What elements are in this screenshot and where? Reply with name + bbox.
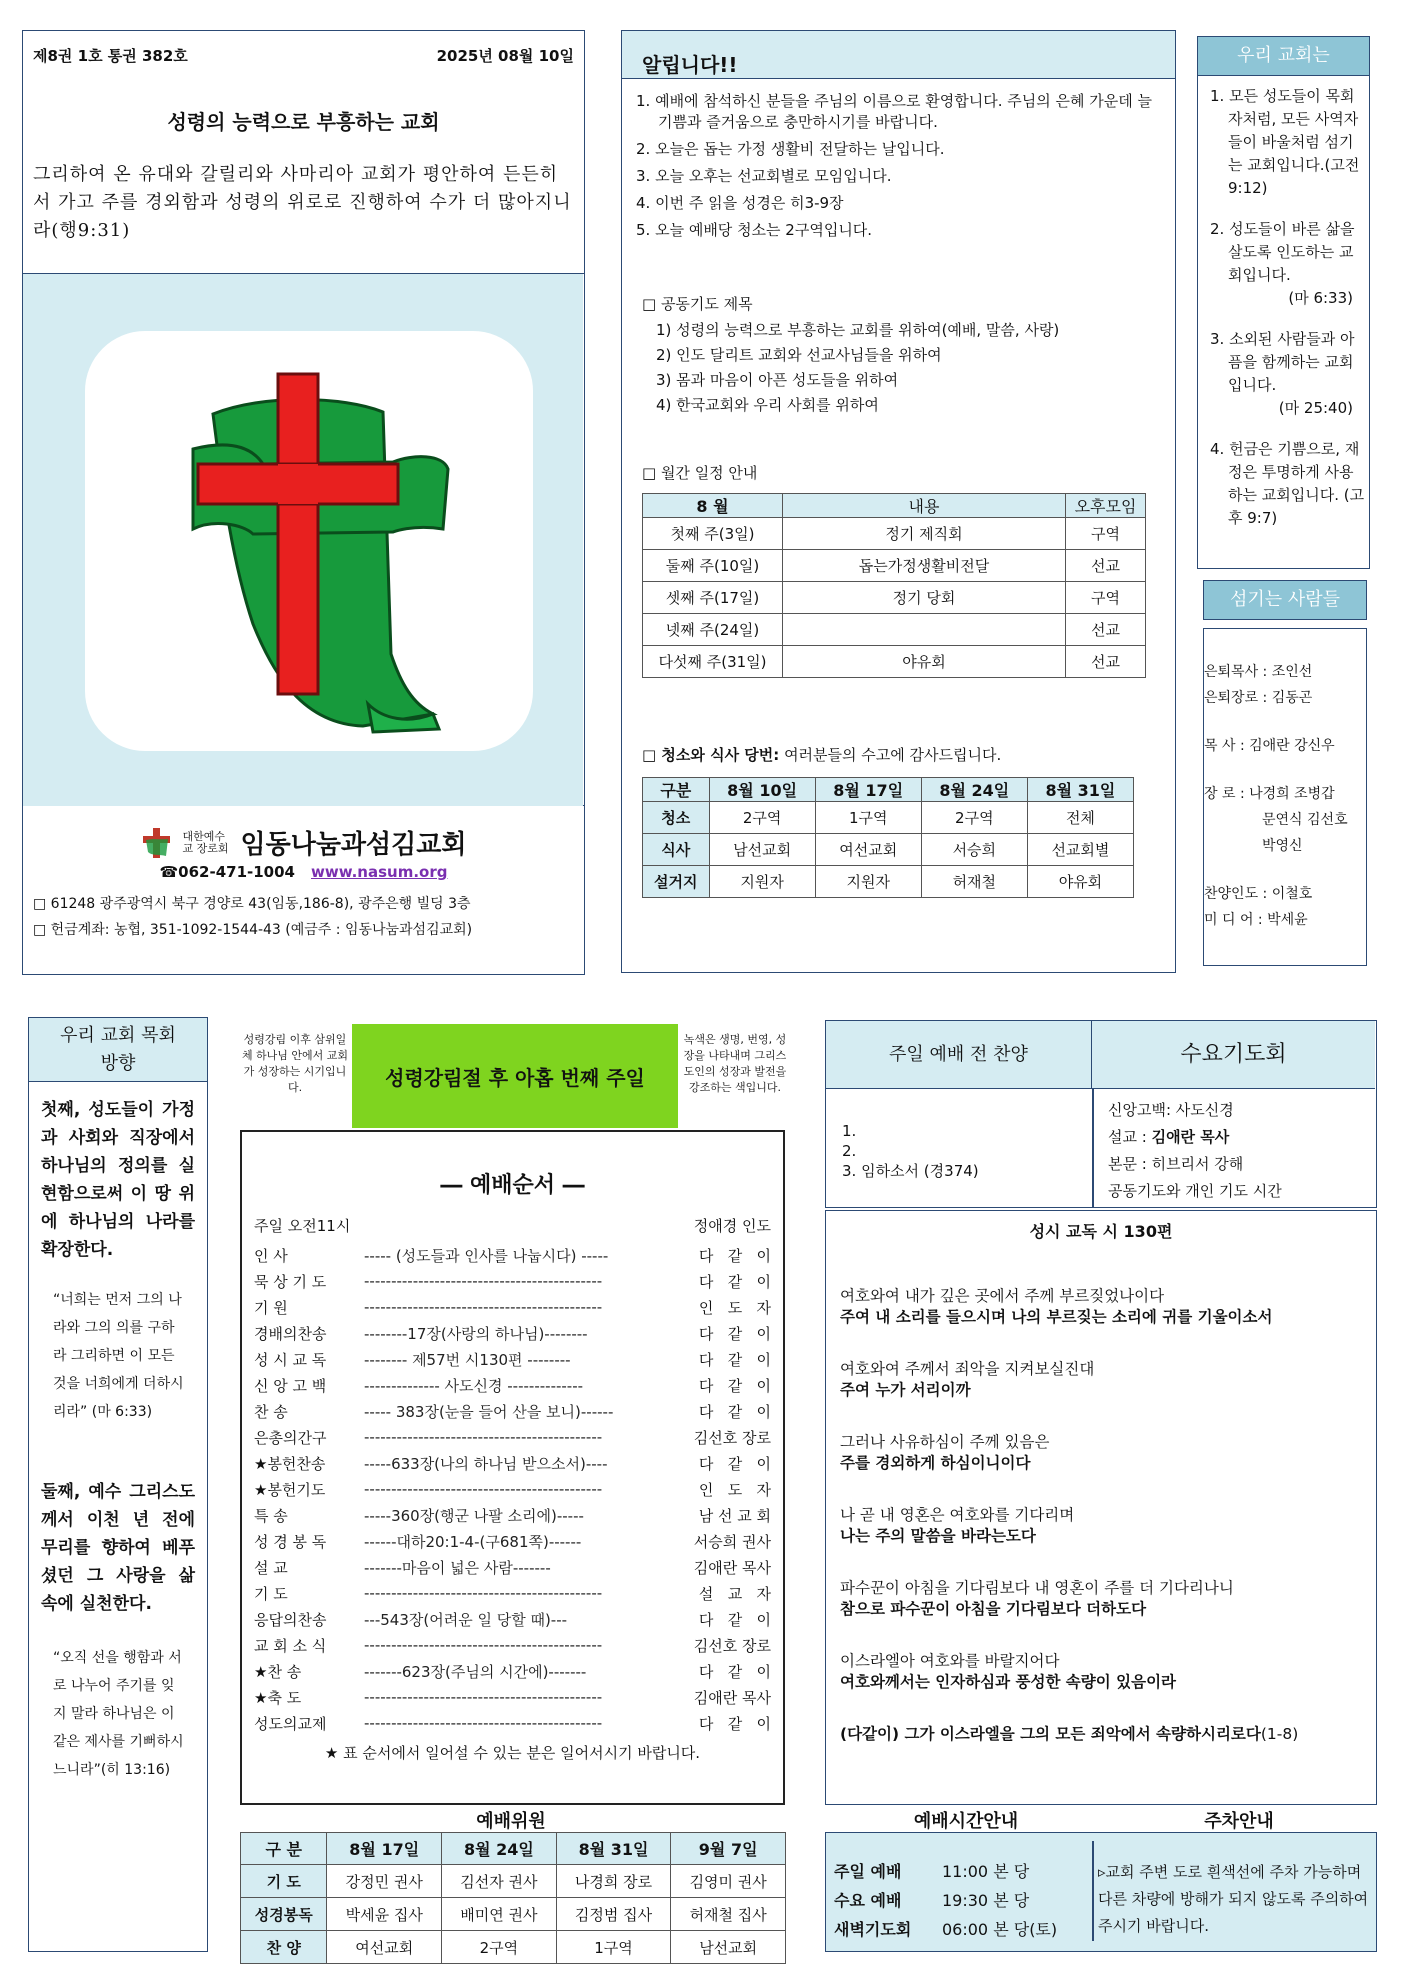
table-cell: 야유회 [783, 646, 1066, 678]
liturgy-row [254, 1450, 771, 1476]
wednesday-item [1108, 1151, 1282, 1178]
liturgy-item-name: 기 도 [254, 1584, 288, 1603]
table-cell: 정기 제직회 [783, 518, 1066, 550]
table-header-row [643, 494, 1146, 518]
liturgy-item-name: 기 원 [254, 1298, 288, 1317]
our-church-item-text: 1. 모든 성도들이 목회자처럼, 모든 사역자들이 바울처럼 섬기는 교회입니다.(고전 9:12) [1210, 87, 1360, 197]
parking-text: ▹교회 주변 도로 흰색선에 주차 가능하며 다른 차량에 방해가 되지 않도록 주의하여 주시기 바랍니다. [1098, 1863, 1369, 1935]
schedule-title: □ 월간 일정 안내 [642, 464, 758, 482]
liturgy-item-detail: -------------------------------------------- [364, 1714, 603, 1732]
liturgy-item-person: 김선호 장로 [693, 1428, 771, 1447]
volume-info: 제8권 1호 통권 382호 [33, 47, 188, 65]
leader-line: 나 곧 내 영혼은 여호와를 기다리며 [840, 1506, 1075, 1524]
notice-panel [621, 30, 1176, 973]
responsive-pair [840, 1286, 1362, 1328]
our-church-item [1198, 438, 1365, 530]
phone-number: ☎062-471-1004 [159, 863, 295, 881]
table-row [643, 582, 1146, 614]
our-church-list [1198, 85, 1369, 530]
liturgy-row [254, 1268, 771, 1294]
liturgy-item-detail: -------마음이 넓은 사람------- [364, 1558, 551, 1577]
wednesday-label: 본문 : [1108, 1155, 1152, 1173]
table-header: 8월 17일 [815, 778, 921, 802]
liturgy-item-name: 성 시 교 독 [254, 1350, 327, 1369]
table-header: 8월 31일 [556, 1833, 671, 1865]
table-cell: 셋째 주(17일) [643, 582, 783, 614]
table-header: 8 월 [643, 494, 783, 518]
time-row [834, 1915, 1057, 1944]
leader-line: 여호와여 내가 깊은 곳에서 주께 부르짖었나이다 [840, 1287, 1165, 1305]
wednesday-value: 히브리서 강해 [1151, 1155, 1244, 1173]
table-header-row [643, 778, 1134, 802]
liturgy-row [254, 1294, 771, 1320]
liturgy-item-person: 김애란 목사 [693, 1558, 771, 1577]
bulletin-date: 2025년 08월 10일 [436, 47, 574, 65]
table-cell: 나경희 장로 [556, 1865, 671, 1898]
congregation-line: 나는 주의 말씀을 바라는도다 [840, 1527, 1036, 1545]
table-cell: 허재철 집사 [671, 1898, 786, 1931]
table-cell: 정기 당회 [783, 582, 1066, 614]
leader-line: 그러나 사유하심이 주께 있음은 [840, 1433, 1050, 1451]
table-header: 오후모임 [1066, 494, 1146, 518]
liturgy-row [254, 1476, 771, 1502]
responsive-pair [840, 1651, 1362, 1693]
table-cell: 구역 [1066, 582, 1146, 614]
wednesday-item [1108, 1124, 1282, 1151]
pre-hymn-item: 2. [842, 1142, 857, 1160]
liturgy-row [254, 1372, 771, 1398]
servers-title: 섬기는 사람들 [1203, 580, 1367, 620]
leader-line: 여호와여 주께서 죄악을 지켜보실진대 [840, 1360, 1095, 1378]
table-header: 8월 31일 [1027, 778, 1133, 802]
table-row [643, 834, 1134, 866]
our-church-item-text: 2. 성도들이 바른 삶을 살도록 인도하는 교회입니다. [1210, 220, 1355, 284]
elders: 문연식 김선호 [1262, 812, 1348, 828]
table-cell: 남선교회 [709, 834, 815, 866]
mission-panel [28, 1017, 208, 1952]
cover-footer [23, 806, 584, 939]
liturgy-row [254, 1554, 771, 1580]
liturgy-item-detail: ----- 383장(눈을 들어 산을 보니)------ [364, 1402, 614, 1421]
table-cell: 선교회별 [1027, 834, 1133, 866]
pre-hymn-item: 3. 임하소서 (경374) [842, 1162, 979, 1180]
liturgy-item-name: 인 사 [254, 1246, 288, 1265]
table-header: 8월 17일 [327, 1833, 442, 1865]
table-cell: 2구역 [921, 802, 1027, 834]
table-row [643, 518, 1146, 550]
prayer-item: 3) 몸과 마음이 아픈 성도들을 위하여 [656, 371, 899, 389]
liturgy-item-name: ★봉헌찬송 [254, 1454, 326, 1473]
congregation-line: 주여 내 소리를 들으시며 나의 부르짖는 소리에 귀를 기울이소서 [840, 1308, 1273, 1326]
congregation-line: 주여 누가 서리이까 [840, 1381, 971, 1399]
liturgy-item-name: 묵 상 기 도 [254, 1272, 327, 1291]
liturgy-item-name: 성도의교제 [254, 1714, 327, 1733]
responsive-last-text: (다같이) 그가 이스라엘을 그의 모든 죄악에서 속량하시리로다 [840, 1725, 1261, 1743]
liturgy-item-name: 응답의찬송 [254, 1610, 327, 1629]
liturgy-item-person: 다 같 이 [698, 1402, 771, 1421]
elders: 박영신 [1262, 838, 1303, 854]
liturgy-row [254, 1502, 771, 1528]
our-church-item-text: 4. 헌금은 기쁨으로, 재정은 투명하게 사용하는 교회입니다. (고후 9:7) [1210, 440, 1365, 527]
wednesday-item [1108, 1178, 1282, 1205]
parking-title: 주차안내 [1184, 1807, 1294, 1835]
liturgy-item-detail: -------- 제57번 시130편 -------- [364, 1350, 571, 1369]
table-row [241, 1865, 786, 1898]
year-theme: 성령의 능력으로 부흥하는 교회 [167, 110, 440, 134]
table-row [643, 866, 1134, 898]
liturgy-item-person: 다 같 이 [698, 1272, 771, 1291]
liturgy-item-person: 다 같 이 [698, 1246, 771, 1265]
liturgy-item-detail: -------------------------------------------- [364, 1272, 603, 1290]
liturgy-row [254, 1424, 771, 1450]
our-church-panel [1197, 64, 1370, 569]
liturgy-item-detail: -------------------------------------------- [364, 1298, 603, 1316]
liturgy-panel [240, 1130, 785, 1805]
table-row [241, 1931, 786, 1964]
liturgy-row [254, 1658, 771, 1684]
notice-item: 4. 이번 주 읽을 성경은 히3-9장 [636, 194, 844, 212]
table-cell: 야유회 [1027, 866, 1133, 898]
mission-second: 둘째, 예수 그리스도께서 이천 년 전에 무리를 향하여 베푸셨던 그 사랑을 삶 속에 실천한다. [41, 1482, 195, 1614]
table-cell: 김영미 권사 [671, 1865, 786, 1898]
responsive-last [840, 1724, 1362, 1745]
liturgy-item-detail: -------------------------------------------- [364, 1636, 603, 1654]
media-team: 미 디 어 : 박세윤 [1204, 912, 1308, 928]
table-cell: 지원자 [815, 866, 921, 898]
cover-panel [22, 30, 585, 975]
notice-item: 1. 예배에 참석하신 분들을 주님의 이름으로 환영합니다. 주님의 은혜 가운데 늘 기쁨과 즐거움으로 충만하시기를 바랍니다. [636, 92, 1152, 131]
wednesday-item [1108, 1097, 1282, 1124]
table-cell: 설거지 [643, 866, 710, 898]
church-logo-icon [140, 826, 174, 860]
responsive-title: 성시 교독 시 130편 [1029, 1222, 1173, 1241]
table-cell: 2구역 [709, 802, 815, 834]
our-church-title: 우리 교회는 [1197, 36, 1370, 76]
liturgy-item-detail: ----- (성도들과 인사를 나눕시다) ----- [364, 1246, 609, 1265]
website-link[interactable]: www.nasum.org [311, 863, 448, 881]
retired-elder: 은퇴장로 : 김동곤 [1204, 690, 1313, 706]
table-header: 8월 24일 [921, 778, 1027, 802]
table-cell: 2구역 [442, 1931, 557, 1964]
table-header: 9월 7일 [671, 1833, 786, 1865]
table-row [643, 550, 1146, 582]
liturgy-row [254, 1346, 771, 1372]
liturgy-item-detail: -------------------------------------------- [364, 1584, 603, 1602]
wednesday-value: 사도신경 [1175, 1101, 1234, 1119]
liturgy-item-person: 김선호 장로 [693, 1636, 771, 1655]
table-cell: 둘째 주(10일) [643, 550, 783, 582]
table-cell [783, 614, 1066, 646]
table-cell: 허재철 [921, 866, 1027, 898]
table-cell: 첫째 주(3일) [643, 518, 783, 550]
table-header: 구분 [643, 778, 710, 802]
time-label: 수요 예배 [834, 1891, 902, 1910]
offering-account: □ 헌금계좌: 농협, 351-1092-1544-43 (예금주 : 임동나눔과섬김교회) [33, 922, 473, 938]
liturgy-item-person: 인 도 자 [698, 1480, 771, 1499]
table-cell: 김선자 권사 [442, 1865, 557, 1898]
liturgy-row [254, 1528, 771, 1554]
wednesday-value: 김애란 목사 [1151, 1128, 1230, 1146]
liturgy-item-person: 다 같 이 [698, 1454, 771, 1473]
time-row [834, 1886, 1057, 1915]
table-cell: 지원자 [709, 866, 815, 898]
table-row [643, 646, 1146, 678]
denomination-label: 대한예수교 장로회 [182, 829, 229, 855]
table-cell: 배미연 권사 [442, 1898, 557, 1931]
monthly-schedule-table [642, 493, 1146, 678]
wednesday-list [1108, 1097, 1282, 1205]
table-cell: 김정범 집사 [556, 1898, 671, 1931]
cover-header [23, 31, 584, 274]
time-row [834, 1857, 1057, 1886]
committee-table [240, 1832, 786, 1964]
table-cell: 돕는가정생활비전달 [783, 550, 1066, 582]
liturgy-item-detail: -----633장(나의 하나님 받으소서)---- [364, 1454, 608, 1473]
liturgy-row [254, 1632, 771, 1658]
liturgy-item-detail: -----360장(행군 나팔 소리에)----- [364, 1506, 584, 1525]
liturgy-meta [254, 1215, 771, 1236]
responsive-pair [840, 1578, 1362, 1620]
table-cell: 기 도 [241, 1865, 327, 1898]
hymn-wednesday-panel [825, 1020, 1377, 1208]
pre-hymn-item: 1. [842, 1122, 857, 1140]
wednesday-label: 설교 : [1108, 1128, 1152, 1146]
pre-hymn-list [842, 1121, 979, 1181]
our-church-item-ref: (마 6:33) [1288, 289, 1353, 307]
liturgy-item-detail: -------------- 사도신경 -------------- [364, 1376, 584, 1395]
liturgy-row [254, 1580, 771, 1606]
wednesday-title: 수요기도회 [1092, 1021, 1375, 1089]
liturgy-row [254, 1398, 771, 1424]
time-label: 주일 예배 [834, 1862, 902, 1881]
time-value: 19:30 본 당 [942, 1891, 1030, 1910]
liturgy-item-name: 특 송 [254, 1506, 288, 1525]
leader-line: 파수꾼이 아침을 기다림보다 내 영혼이 주를 더 기다리나니 [840, 1579, 1234, 1597]
mission-second-verse: “오직 선을 행함과 서로 나누어 주기를 잊지 말라 하나님은 이 같은 제사를 기뻐하시느니라”(히 13:16) [53, 1650, 184, 1778]
liturgy-item-name: ★찬 송 [254, 1662, 302, 1681]
responsive-pair [840, 1432, 1362, 1474]
liturgy-item-person: 다 같 이 [698, 1350, 771, 1369]
table-row [643, 614, 1146, 646]
congregation-line: 주를 경외하게 하심이니이다 [840, 1454, 1031, 1472]
times-parking-panel [825, 1832, 1377, 1952]
responsive-pair [840, 1505, 1362, 1547]
liturgy-item-name: ★축 도 [254, 1688, 302, 1707]
table-cell: 식사 [643, 834, 710, 866]
liturgy-item-detail: --------17장(사랑의 하나님)-------- [364, 1324, 588, 1343]
liturgy-row [254, 1684, 771, 1710]
liturgy-item-person: 인 도 자 [698, 1298, 771, 1317]
season-title: 성령강림절 후 아홉 번째 주일 [352, 1024, 678, 1128]
prayer-list [622, 318, 1175, 418]
table-cell: 여선교회 [815, 834, 921, 866]
times-list [834, 1857, 1057, 1944]
liturgy-rows [254, 1242, 771, 1736]
liturgy-time: 주일 오전11시 [254, 1217, 351, 1235]
liturgy-item-name: 신 앙 고 백 [254, 1376, 327, 1395]
liturgy-title: ― 예배순서 ― [440, 1173, 585, 1198]
liturgy-item-name: ★봉헌기도 [254, 1480, 326, 1499]
prayer-title: □ 공동기도 제목 [642, 295, 753, 313]
church-name: 임동나눔과섬김교회 [240, 830, 467, 860]
cross-banner-icon [143, 354, 473, 734]
liturgy-row [254, 1710, 771, 1736]
congregation-line: 참으로 파수꾼이 아침을 기다림보다 더하도다 [840, 1600, 1147, 1618]
table-cell: 남선교회 [671, 1931, 786, 1964]
liturgy-item-detail: -------------------------------------------- [364, 1480, 603, 1498]
table-cell: 청소 [643, 802, 710, 834]
notice-item: 5. 오늘 예배당 청소는 2구역입니다. [636, 221, 873, 239]
liturgy-item-name: 찬 송 [254, 1402, 288, 1421]
table-cell: 전체 [1027, 802, 1133, 834]
table-header: 8월 24일 [442, 1833, 557, 1865]
responsive-pair [840, 1359, 1362, 1401]
liturgy-row [254, 1242, 771, 1268]
church-address: □ 61248 광주광역시 북구 경양로 43(임동,186-8), 광주은행 빌딩 3층 [33, 896, 471, 912]
retired-pastor: 은퇴목사 : 조인선 [1204, 664, 1313, 680]
our-church-item-ref: (마 25:40) [1278, 399, 1353, 417]
our-church-item [1198, 328, 1365, 420]
table-cell: 다섯째 주(31일) [643, 646, 783, 678]
responsive-pairs [840, 1286, 1362, 1693]
table-cell: 1구역 [815, 802, 921, 834]
liturgy-item-detail: -------------------------------------------- [364, 1428, 603, 1446]
table-header: 내용 [783, 494, 1066, 518]
table-cell: 선교 [1066, 614, 1146, 646]
table-header-row [241, 1833, 786, 1865]
our-church-item-text: 3. 소외된 사람들과 아픔을 함께하는 교회입니다. [1210, 330, 1355, 394]
table-row [643, 802, 1134, 834]
notice-title: 알립니다!! [622, 31, 1175, 79]
congregation-line: 여호와께서는 인자하심과 풍성한 속량이 있음이라 [840, 1673, 1177, 1691]
table-cell: 성경봉독 [241, 1898, 327, 1931]
liturgy-item-person: 남 선 교 회 [698, 1506, 771, 1525]
wednesday-label: 신앙고백: [1108, 1101, 1176, 1119]
committee-title: 예배위원 [426, 1807, 596, 1835]
servers-panel [1203, 628, 1367, 966]
table-cell: 넷째 주(24일) [643, 614, 783, 646]
liturgy-item-person: 서승희 권사 [693, 1532, 771, 1551]
times-title: 예배시간안내 [896, 1807, 1036, 1835]
table-row [241, 1898, 786, 1931]
duty-subtitle: 여러분들의 수고에 감사드립니다. [784, 746, 1002, 764]
notice-list [622, 91, 1175, 241]
time-value: 06:00 본 당(토) [942, 1920, 1058, 1939]
liturgy-item-person: 다 같 이 [698, 1662, 771, 1681]
responsive-last-ref: (1-8) [1260, 1725, 1299, 1743]
prayer-item: 4) 한국교회와 우리 사회를 위하여 [656, 396, 879, 414]
time-label: 새벽기도회 [834, 1920, 912, 1939]
our-church-item [1198, 218, 1365, 310]
liturgy-item-person: 다 같 이 [698, 1610, 771, 1629]
our-church-item [1198, 85, 1365, 200]
liturgy-item-detail: -------------------------------------------- [364, 1688, 603, 1706]
mission-title: 우리 교회 목회 방향 [29, 1018, 207, 1082]
theme-verse: 그리하여 온 유대와 갈릴리와 사마리아 교회가 평안하여 든든히 서 가고 주를 경외함과 성령의 위로로 진행하여 수가 더 많아지니라(행9:31) [33, 164, 572, 241]
time-value: 11:00 본 당 [942, 1862, 1030, 1881]
elders: 장 로 : 나경희 조병갑 [1204, 786, 1335, 802]
liturgy-item-name: 은총의간구 [254, 1428, 327, 1447]
liturgy-item-person: 김애란 목사 [693, 1688, 771, 1707]
prayer-item: 1) 성령의 능력으로 부흥하는 교회를 위하여(예배, 말씀, 사랑) [656, 321, 1060, 339]
duty-title: □ 청소와 식사 당번: [642, 746, 780, 764]
table-header: 구 분 [241, 1833, 327, 1865]
table-cell: 찬 양 [241, 1931, 327, 1964]
liturgy-item-detail: ------대하20:1-4-(구681쪽)------ [364, 1532, 582, 1551]
liturgy-item-person: 다 같 이 [698, 1376, 771, 1395]
responsive-reading-panel [825, 1210, 1377, 1805]
liturgy-row [254, 1320, 771, 1346]
liturgy-item-person: 설 교 자 [698, 1584, 771, 1603]
liturgy-item-name: 경배의찬송 [254, 1324, 327, 1343]
duty-heading [622, 744, 1175, 765]
table-cell: 구역 [1066, 518, 1146, 550]
table-cell: 선교 [1066, 550, 1146, 582]
season-right-note: 녹색은 생명, 번영, 성장을 나타내며 그리스도인의 성장과 발전을 강조하는 색입니다. [683, 1033, 787, 1094]
wednesday-value: 공동기도와 개인 기도 시간 [1108, 1182, 1282, 1200]
duty-table [642, 777, 1134, 898]
table-cell: 여선교회 [327, 1931, 442, 1964]
prayer-item: 2) 인도 달리트 교회와 선교사님들을 위하여 [656, 346, 942, 364]
table-cell: 서승희 [921, 834, 1027, 866]
table-cell: 1구역 [556, 1931, 671, 1964]
pastor: 목 사 : 김애란 강신우 [1204, 738, 1335, 754]
table-cell: 강정민 권사 [327, 1865, 442, 1898]
liturgy-item-person: 다 같 이 [698, 1324, 771, 1343]
liturgy-note: ★ 표 순서에서 일어설 수 있는 분은 일어서시기 바랍니다. [324, 1744, 701, 1762]
liturgy-row [254, 1606, 771, 1632]
liturgy-item-detail: ---543장(어려운 일 당할 때)--- [364, 1610, 568, 1629]
worship-leader: 찬양인도 : 이철호 [1204, 886, 1313, 902]
liturgy-item-name: 설 교 [254, 1558, 288, 1577]
table-header: 8월 10일 [709, 778, 815, 802]
liturgy-item-name: 교 회 소 식 [254, 1636, 327, 1655]
season-left-note: 성령강림 이후 삼위일체 하나님 안에서 교회가 성장하는 시기입니다. [241, 1033, 349, 1094]
mission-first-verse: “너희는 먼저 그의 나라와 그의 의를 구하라 그리하면 이 모든 것을 너희에게 더하시리라” (마 6:33) [53, 1292, 184, 1420]
mission-first: 첫째, 성도들이 가정과 사회와 직장에서 하나님의 정의를 실현함으로써 이 땅 위에 하나님의 나라를 확장한다. [41, 1100, 195, 1260]
liturgy-item-person: 다 같 이 [698, 1714, 771, 1733]
cover-art [23, 274, 584, 806]
liturgy-item-name: 성 경 봉 독 [254, 1532, 327, 1551]
pre-hymn-title: 주일 예배 전 찬양 [826, 1021, 1092, 1089]
notice-item: 2. 오늘은 돕는 가정 생활비 전달하는 날입니다. [636, 140, 945, 158]
liturgy-leader: 정애경 인도 [693, 1217, 771, 1235]
table-cell: 박세윤 집사 [327, 1898, 442, 1931]
table-cell: 선교 [1066, 646, 1146, 678]
leader-line: 이스라엘아 여호와를 바랄지어다 [840, 1652, 1060, 1670]
liturgy-item-detail: -------623장(주님의 시간에)------- [364, 1662, 587, 1681]
notice-item: 3. 오늘 오후는 선교회별로 모임입니다. [636, 167, 892, 185]
